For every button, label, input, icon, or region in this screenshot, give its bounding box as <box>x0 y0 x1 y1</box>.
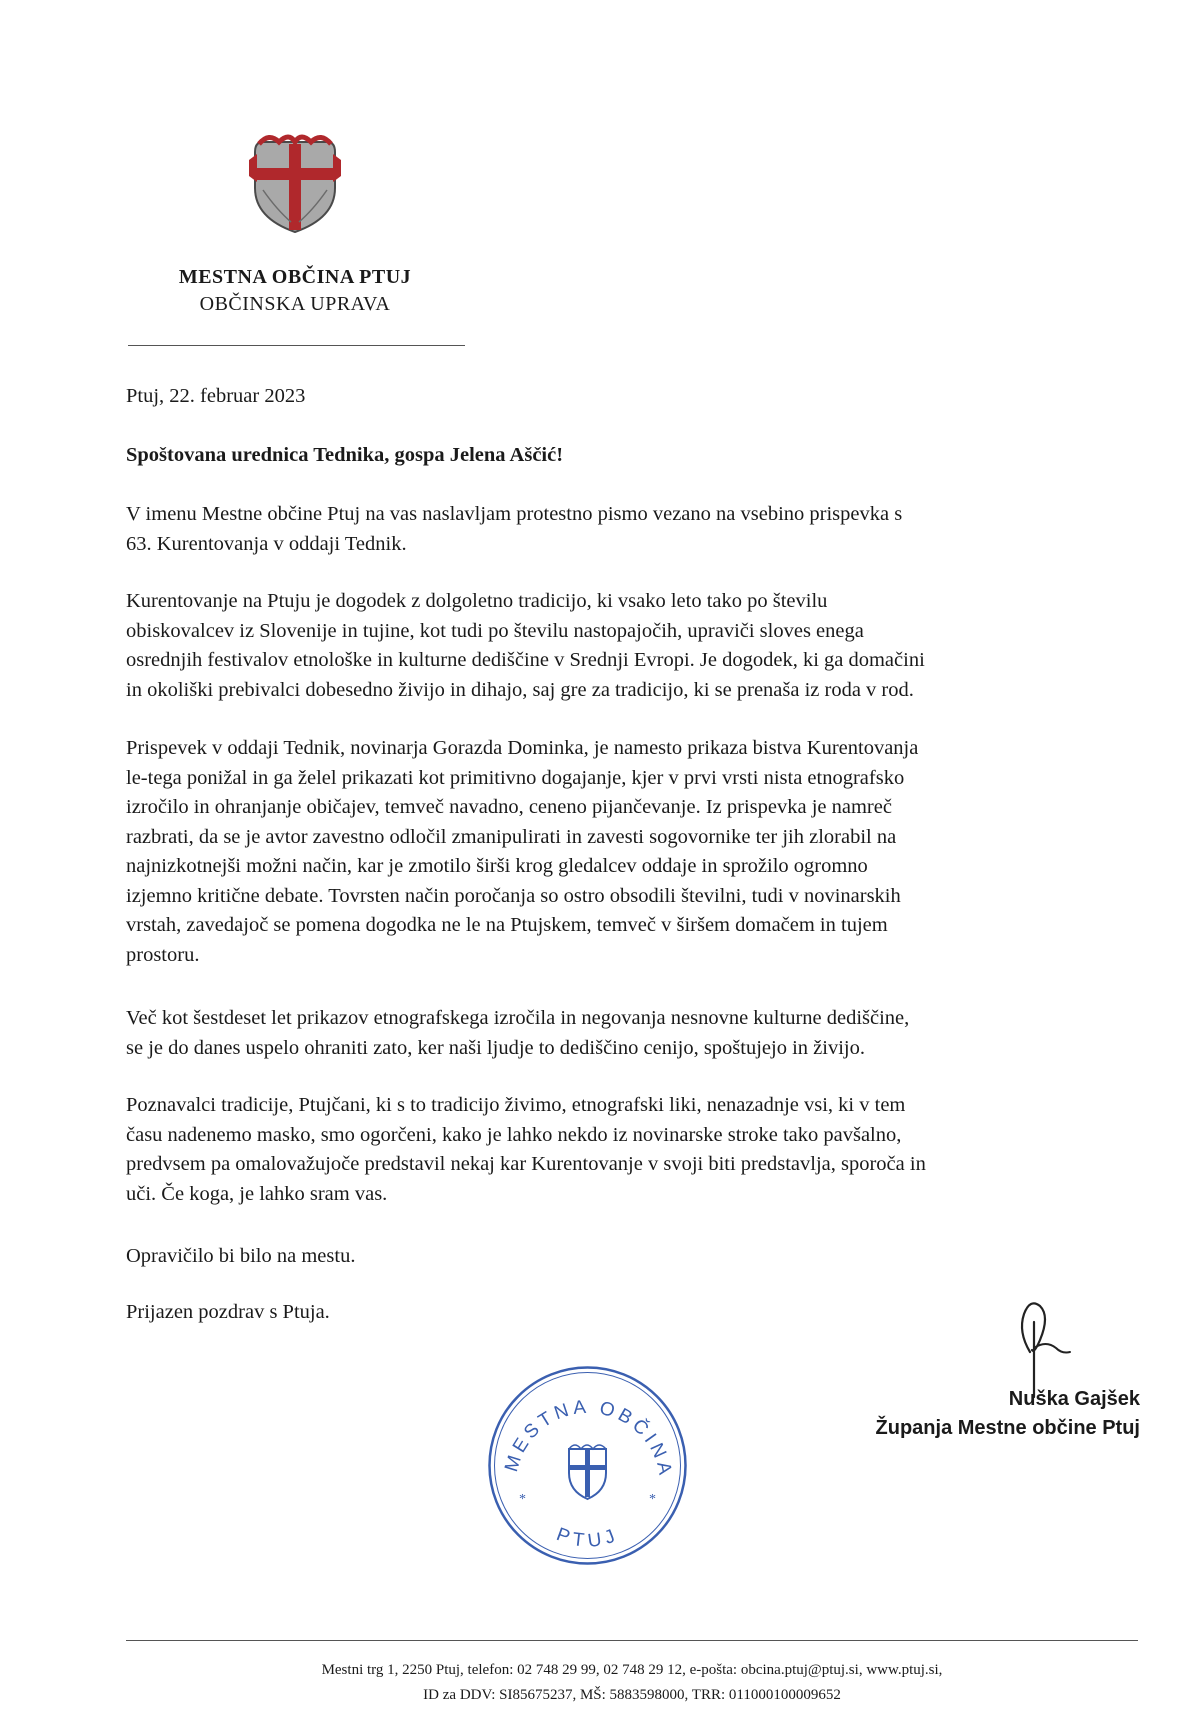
stamp-top-text: MESTNA OBČINA <box>501 1396 676 1481</box>
footer-contact: Mestni trg 1, 2250 Ptuj, telefon: 02 748 29 99, 02 748 29 12, e-pošta: obcina.ptuj@ptuj.si, www.ptuj.si, <box>321 1662 943 1678</box>
header-divider <box>128 345 465 346</box>
svg-text:PTUJ <box>554 1524 623 1552</box>
paragraph: Opravičilo bi bilo na mestu. <box>126 1245 356 1267</box>
paragraph: Kurentovanje na Ptuju je dogodek z dolgoletno tradicijo, ki vsako leto tako po številu obiskovalcev iz Slovenije in tujine, kot tudi po številu nastopajočih, upraviči sloves enega osrednjih festivalov etnološke in kulturne dediščine v Srednji Evropi. Je dogodek, ki ga domačini in okoliški prebivalci dobesedno živijo in dihajo, saj gre za tradicijo, ki se prenaša iz roda v rod. <box>126 590 925 701</box>
svg-text:*: * <box>519 1492 526 1507</box>
closing-greeting: Prijazen pozdrav s Ptuja. <box>126 1301 330 1323</box>
footer-divider <box>126 1640 1138 1641</box>
organization-name: MESTNA OBČINA PTUJ <box>178 266 412 288</box>
letter-date: Ptuj, 22. februar 2023 <box>126 385 306 407</box>
department-name: OBČINSKA UPRAVA <box>199 293 391 315</box>
ptuj-coat-of-arms-icon <box>247 130 343 236</box>
paragraph: Prispevek v oddaji Tednik, novinarja Gorazda Dominka, je namesto prikaza bistva Kurentovanja le-tega ponižal in ga želel prikazati kot primitivno dogajanje, kjer v prvi vrsti nista etnografsko izročilo in ohranjanje običajev, temveč navadno, ceneno pijančevanje. Iz prispevka je namreč razbrati, da se je avtor zavestno odločil zmanipulirati in zavesti sogovornike ter jih zlorabil na najnizkotnejši možni način, kar je zmotilo širši krog gledalcev oddaje in sprožilo ogromno izjemno kritične debate. Tovrsten način poročanja so ostro obsodili številni, tudi v novinarskih vrstah, zavedajoč se pomena dogodka ne le na Ptujskem, temveč v širšem domačem in tujem prostoru. <box>126 737 919 966</box>
signature-icon <box>1000 1292 1095 1402</box>
paragraph: V imenu Mestne občine Ptuj na vas naslavljam protestno pismo vezano na vsebino prispevka s 63. Kurentovanja v oddaji Tednik. <box>126 503 903 555</box>
svg-text:*: * <box>649 1492 656 1507</box>
official-stamp-icon <box>485 1363 690 1568</box>
letter-salutation: Spoštovana urednica Tednika, gospa Jelena Aščić! <box>126 444 564 466</box>
paragraph: Več kot šestdeset let prikazov etnografskega izročila in negovanja nesnovne kulturne dediščine, se je do danes uspelo ohraniti zato, ker naši ljudje to dediščino cenijo, spoštujejo in živijo. <box>126 1007 910 1059</box>
footer-registration: ID za DDV: SI85675237, MŠ: 5883598000, TRR: 011000100009652 <box>423 1687 841 1703</box>
signer-name: Nuška Gajšek <box>1008 1388 1140 1410</box>
signer-title: Županja Mestne občine Ptuj <box>875 1417 1140 1439</box>
paragraph: Poznavalci tradicije, Ptujčani, ki s to tradicijo živimo, etnografski liki, nenazadnje vsi, ki v tem času nadenemo masko, smo ogorčeni, kako je lahko nekdo iz novinarske stroke tako pavšalno, predvsem pa omalovažujoče predstavil nekaj kar Kurentovanje v svoji biti predstavlja, sporoča in uči. Če koga, je lahko sram vas. <box>126 1094 926 1205</box>
stamp-bottom-text: PTUJ <box>553 1524 623 1553</box>
